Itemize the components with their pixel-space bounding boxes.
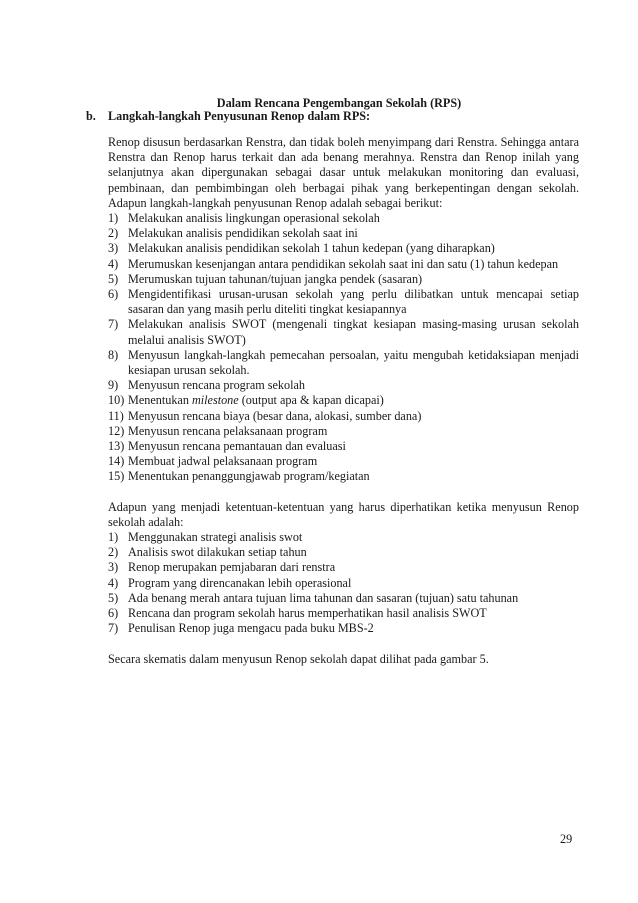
- list-number: 11): [108, 408, 124, 423]
- list-item: [108, 409, 579, 424]
- list-item-text: Menentukan penanggungjawab program/kegiatan: [128, 469, 370, 484]
- list-item: [108, 287, 579, 317]
- list-item: [108, 530, 579, 545]
- list-number: 6): [108, 606, 119, 621]
- list-item-text: Merumuskan tujuan tahunan/tujuan jangka pendek (sasaran): [128, 271, 423, 286]
- list-item-text: Menyusun rencana pelaksanaan program: [128, 423, 328, 438]
- list-item: [108, 226, 579, 241]
- list-item: [108, 469, 579, 484]
- steps-list: [108, 211, 579, 485]
- list-number: 4): [108, 575, 119, 590]
- list-number: 2): [108, 545, 119, 560]
- list-item: [108, 393, 579, 408]
- list-item-text: Melakukan analisis lingkungan operasional sekolah: [128, 211, 380, 226]
- page-number: 29: [560, 832, 573, 846]
- list-item-text: Menggunakan strategi analisis swot: [128, 530, 303, 545]
- list-item-text: Menyusun rencana program sekolah: [128, 378, 305, 393]
- subsection-heading: [86, 109, 586, 124]
- list-item: [108, 317, 579, 347]
- list-item-text: Melakukan analisis SWOT (mengenali tingkat kesiapan masing-masing urusan sekolah melalui analisis SWOT): [128, 317, 579, 347]
- list-number: 5): [108, 590, 119, 605]
- list-item: [108, 348, 579, 378]
- list-number: 7): [108, 621, 119, 636]
- list-item: [108, 241, 579, 256]
- list-item-text: Menyusun rencana biaya (besar dana, alokasi, sumber dana): [128, 408, 422, 423]
- list-item: [108, 560, 579, 575]
- list-item: [108, 545, 579, 560]
- list-item-text: Penulisan Renop juga mengacu pada buku MBS-2: [128, 621, 374, 636]
- list-item: [108, 211, 579, 226]
- list-item-text: Mengidentifikasi urusan-urusan sekolah yang perlu dilibatkan untuk mencapai setiap sasaran dan yang masih perlu diteliti tingkat kesiapannya: [128, 287, 579, 317]
- list-item-text: Melakukan analisis pendidikan sekolah 1 tahun kedepan (yang diharapkan): [128, 241, 495, 256]
- list-item-text: Menyusun rencana pemantauan dan evaluasi: [128, 439, 346, 454]
- list-number: 1): [108, 211, 119, 226]
- list-number: 15): [108, 469, 125, 484]
- list-item-text: Ada benang merah antara tujuan lima tahunan dan sasaran (tujuan) satu tahunan: [128, 590, 519, 605]
- list-number: 12): [108, 423, 125, 438]
- spacer: [108, 485, 579, 500]
- list-item-text: Menentukan: [128, 393, 192, 408]
- list-item: [108, 424, 579, 439]
- list-item: [108, 272, 579, 287]
- closing-sentence: Secara skematis dalam menyusun Renop sekolah dapat dilihat pada gambar 5.: [108, 651, 489, 666]
- list-item: [108, 621, 579, 636]
- list-item-text: Renop merupakan pemjabaran dari renstra: [128, 560, 336, 575]
- subsection-title: Langkah-langkah Penyusunan Renop dalam RPS:: [108, 109, 371, 123]
- list-item: [108, 378, 579, 393]
- list-number: 3): [108, 560, 119, 575]
- list-number: 6): [108, 287, 119, 302]
- list-item-text: Membuat jadwal pelaksanaan program: [128, 454, 318, 469]
- list-item: [108, 257, 579, 272]
- list-item-text: Analisis swot dilakukan setiap tahun: [128, 545, 307, 560]
- list-number: 8): [108, 347, 119, 362]
- list-item-text: (output apa & kapan dicapai): [238, 393, 384, 408]
- section-title: Dalam Rencana Pengembangan Sekolah (RPS): [216, 96, 462, 110]
- list-number: 9): [108, 378, 119, 393]
- spacer: [108, 637, 579, 652]
- provisions-intro: Adapun yang menjadi ketentuan-ketentuan yang harus diperhatikan ketika menyusun Renop sekolah adalah:: [108, 499, 579, 529]
- list-item-text: Rencana dan program sekolah harus memperhatikan hasil analisis SWOT: [128, 606, 487, 621]
- subsection-marker: b.: [86, 109, 96, 123]
- list-item: [108, 606, 579, 621]
- list-number: 10): [108, 393, 125, 408]
- list-number: 3): [108, 241, 119, 256]
- main-content: [108, 135, 579, 667]
- provisions-list: [108, 530, 579, 636]
- list-item-text: Program yang direncanakan lebih operasional: [128, 575, 352, 590]
- list-item-text: Menyusun langkah-langkah pemecahan persoalan, yaitu mengubah ketidaksiapan menjadi kesiapan urusan sekolah.: [128, 347, 579, 378]
- intro-paragraph: Renop disusun berdasarkan Renstra, dan tidak boleh menyimpang dari Renstra. Sehingga antara Renstra dan Renop harus terkait dan ada benang merahnya. Renstra dan Renop inilah yang selanjutnya akan dipergunakan sebagai dasar untuk melakukan monitoring dan evaluasi, pembinaan, dan pembimbingan oleh berbagai pihak yang berkepentingan dengan sekolah. Adapun langkah-langkah penyusunan Renop adalah sebagai berikut:: [108, 135, 579, 210]
- list-item: [108, 454, 579, 469]
- list-number: 4): [108, 256, 119, 271]
- list-number: 5): [108, 271, 119, 286]
- list-item: [108, 439, 579, 454]
- list-item: [108, 591, 579, 606]
- list-item-text: Melakukan analisis pendidikan sekolah saat ini: [128, 226, 358, 241]
- milestone-term: milestone: [191, 393, 239, 408]
- list-number: 1): [108, 530, 119, 545]
- list-number: 13): [108, 439, 125, 454]
- list-item: [108, 576, 579, 591]
- list-number: 7): [108, 317, 119, 332]
- list-item-text: Merumuskan kesenjangan antara pendidikan sekolah saat ini dan satu (1) tahun kedepan: [128, 256, 559, 271]
- list-number: 2): [108, 226, 119, 241]
- list-number: 14): [108, 454, 125, 469]
